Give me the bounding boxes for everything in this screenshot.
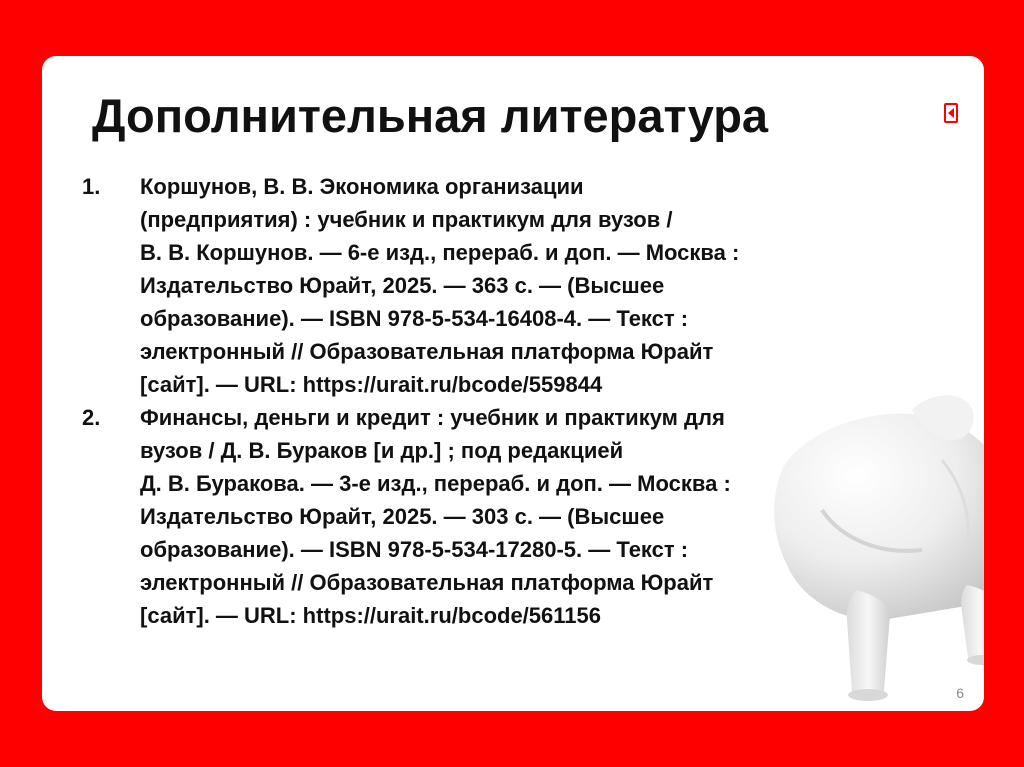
reference-line: электронный // Образовательная платформа Юрайт <box>140 339 714 364</box>
reference-line: В. В. Коршунов. — 6-е изд., перераб. и доп. — Москва : <box>140 240 740 265</box>
reference-line: образование). — ISBN 978-5-534-16408-4. — Текст : <box>140 306 689 331</box>
reference-url-line: [сайт]. — URL: https://urait.ru/bcode/559844 <box>140 372 603 397</box>
reference-line: электронный // Образовательная платформа Юрайт <box>140 570 714 595</box>
slide-title: Дополнительная литература <box>92 89 769 142</box>
reference-list <box>82 170 932 632</box>
reference-line: образование). — ISBN 978-5-534-17280-5. — Текст : <box>140 537 689 562</box>
reference-line: Коршунов, В. В. Экономика организации <box>140 174 584 199</box>
reference-item-2 <box>82 401 932 632</box>
page-number: 6 <box>956 685 964 701</box>
slide-card <box>42 56 984 711</box>
reference-number: 1. <box>82 174 101 199</box>
reference-url-line: [сайт]. — URL: https://urait.ru/bcode/561156 <box>140 603 601 628</box>
reference-line: Издательство Юрайт, 2025. — 303 с. — (Высшее <box>140 504 665 529</box>
reference-item-1 <box>82 170 932 401</box>
reference-line: вузов / Д. В. Бураков [и др.] ; под редакцией <box>140 438 624 463</box>
reference-line: Финансы, деньги и кредит : учебник и практикум для <box>140 405 725 430</box>
reference-line: Д. В. Буракова. — 3-е изд., перераб. и доп. — Москва : <box>140 471 731 496</box>
reference-line: (предприятия) : учебник и практикум для вузов / <box>140 207 673 232</box>
reference-number: 2. <box>82 405 101 430</box>
back-icon[interactable] <box>944 103 958 123</box>
reference-line: Издательство Юрайт, 2025. — 363 с. — (Высшее <box>140 273 665 298</box>
